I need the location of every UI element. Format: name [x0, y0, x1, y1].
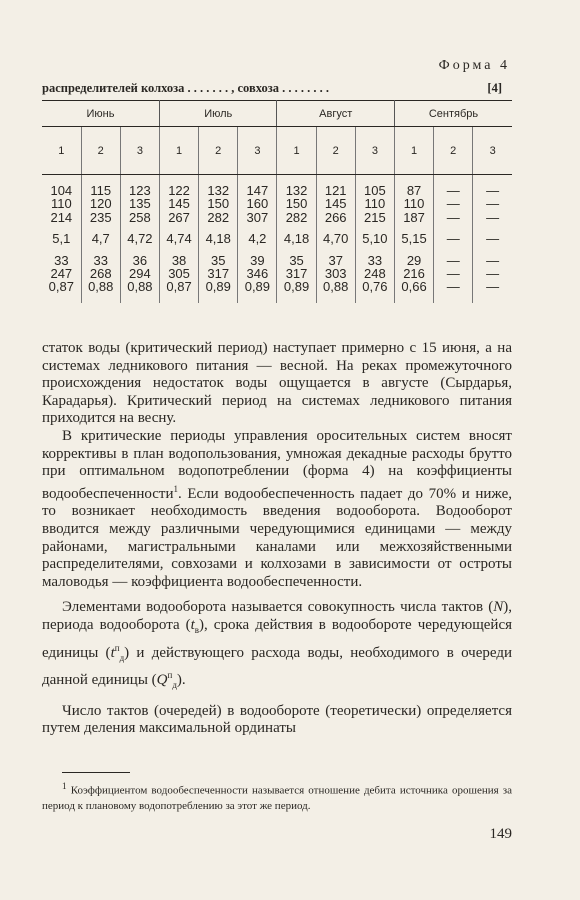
table-cell: 0,89 — [277, 280, 316, 293]
table-cell: 123 — [120, 184, 159, 197]
table-spacer-row — [42, 246, 512, 254]
table-cell: 307 — [238, 211, 277, 224]
table-cell: 346 — [238, 267, 277, 280]
table-cell: 214 — [42, 211, 81, 224]
table-cell: 235 — [81, 211, 120, 224]
month-header: Август — [277, 101, 395, 127]
table-cell: — — [434, 280, 473, 293]
table-cell: — — [486, 183, 500, 198]
decade-number: 1 — [394, 127, 433, 175]
table-cell: 135 — [120, 197, 159, 210]
table-row — [42, 211, 512, 224]
table-spacer-cell — [199, 294, 238, 303]
table-cell: 187 — [394, 211, 433, 224]
table-cell: 247 — [42, 267, 81, 280]
table-spacer-row — [42, 294, 512, 303]
table-cell: 0,88 — [81, 280, 120, 293]
table-row — [42, 254, 512, 267]
table-cell: 0,88 — [120, 280, 159, 293]
table-spacer-cell — [277, 294, 316, 303]
subtitle-text: распределителей колхоза . . . . . . . , совхоза . . . . . . . . — [42, 81, 330, 95]
table-cell: 305 — [159, 267, 198, 280]
paragraph: В критические периоды управления оросительных систем вносят коррективы в план водопользования, умножая декадные расходы брутто при оптимальном водопотреблении (форма 4) на коэффициенты водообеспеченности$^1$. Если водообеспеченность падает до 70% и ниже, то возникает необходимость введения водооборота. Водооборот вводится между различными чередующимися единицами — между районами, магистральными каналами или межхозяйственными распределителями, совхозами и колхозами в зависимости от остроты маловодья — коэффициента водообеспеченности. — [42, 427, 512, 590]
table-cell: 0,87 — [42, 280, 81, 293]
symbol: t — [190, 616, 195, 633]
table-body — [42, 175, 512, 303]
decade-header-row — [42, 127, 512, 175]
table-cell: 120 — [81, 197, 120, 210]
table-cell: 282 — [277, 211, 316, 224]
table-cell: — — [434, 232, 473, 245]
subtitle-reference: [4] — [487, 81, 502, 95]
table-cell: 115 — [81, 184, 120, 197]
table-spacer-cell — [355, 294, 394, 303]
table-row — [42, 197, 512, 210]
table-cell: — — [486, 209, 500, 225]
table-cell: — — [434, 267, 473, 280]
table-cell: 5,10 — [355, 232, 394, 245]
decade-number: 2 — [316, 127, 355, 175]
table-cell: 268 — [81, 267, 120, 280]
table-cell: 266 — [316, 211, 355, 224]
paragraph: статок воды (критический период) наступает примерно с 15 июня, а на системах ледникового питания — весной. На реках промежуточного происхождения недостаток воды ощущается в августе (Сырдарья, Карадарья). Критический период на системах ледникового питания приходится на весну. — [42, 340, 512, 427]
table-cell: 0,88 — [316, 280, 355, 293]
table-cell: 87 — [394, 184, 433, 197]
table-cell: 282 — [199, 211, 238, 224]
table-cell: 104 — [42, 184, 81, 197]
decade-number: 1 — [159, 127, 198, 175]
decade-number: 3 — [355, 127, 394, 175]
table-spacer-cell — [120, 294, 159, 303]
table-cell: 4,18 — [199, 232, 238, 245]
decade-number: 1 — [277, 127, 316, 175]
decade-number: 2 — [81, 127, 120, 175]
table-row — [42, 232, 512, 245]
table-subtitle — [42, 81, 502, 96]
table-cell: 4,2 — [238, 232, 277, 245]
table-cell: 0,89 — [238, 280, 277, 293]
table-spacer-cell — [42, 294, 81, 303]
table-cell: 0,89 — [199, 280, 238, 293]
table-cell: 132 — [277, 184, 316, 197]
table-cell: 248 — [355, 267, 394, 280]
body-text — [42, 340, 512, 738]
table-cell: 303 — [316, 267, 355, 280]
table-cell: 38 — [159, 254, 198, 267]
table-cell: — — [434, 254, 473, 267]
table-cell: 110 — [355, 197, 394, 210]
table-cell: 317 — [277, 267, 316, 280]
table-cell: — — [486, 231, 500, 247]
table-cell: 36 — [120, 254, 159, 267]
table-cell: 216 — [394, 267, 433, 280]
form-label: Форма 4 — [438, 58, 510, 73]
table-cell: 4,70 — [316, 232, 355, 245]
month-header: Июль — [159, 101, 276, 127]
table-spacer-cell — [434, 294, 473, 303]
table-spacer-cell — [159, 294, 198, 303]
table-row — [42, 184, 512, 197]
table-cell: — — [434, 184, 473, 197]
month-header: Июнь — [42, 101, 159, 127]
table-cell: 110 — [42, 197, 81, 210]
paragraph: Число тактов (очередей) в водообороте (теоретически) определяется путем деления максимальной ординаты — [42, 702, 512, 737]
table-cell: 0,66 — [394, 280, 433, 293]
table-cell: 35 — [199, 254, 238, 267]
decade-number: 3 — [473, 127, 512, 175]
table-cell: — — [486, 279, 500, 295]
decade-number: 3 — [238, 127, 277, 175]
table-spacer-cell — [473, 294, 512, 303]
table-row — [42, 280, 512, 293]
table-cell: 122 — [159, 184, 198, 197]
table-cell: 132 — [199, 184, 238, 197]
table-cell: 33 — [81, 254, 120, 267]
table-cell: — — [434, 211, 473, 224]
table-cell: 29 — [394, 254, 433, 267]
page-number: 149 — [489, 826, 512, 842]
symbol: Q — [156, 672, 168, 689]
table-spacer-cell — [81, 294, 120, 303]
table-cell: 160 — [238, 197, 277, 210]
footnote-reference: 1 — [173, 483, 178, 494]
table-cell: — — [486, 196, 500, 212]
table-cell: 33 — [42, 254, 81, 267]
symbol: t — [110, 644, 115, 661]
decade-number: 3 — [120, 127, 159, 175]
table-cell: 37 — [316, 254, 355, 267]
symbol: N — [493, 599, 504, 616]
table-cell: 39 — [238, 254, 277, 267]
month-header: Сентябрь — [394, 101, 512, 127]
table-spacer-cell — [316, 294, 355, 303]
table-cell: 150 — [277, 197, 316, 210]
decade-number: 1 — [42, 127, 81, 175]
table-cell: 4,18 — [277, 232, 316, 245]
table-cell: 145 — [159, 197, 198, 210]
table-cell: 33 — [355, 254, 394, 267]
table-cell: 145 — [316, 197, 355, 210]
decade-number: 2 — [199, 127, 238, 175]
table-cell: — — [486, 266, 500, 282]
table-cell: 4,72 — [120, 232, 159, 245]
table-row — [42, 267, 512, 280]
footnote: $^1$ Коэффициентом водообеспеченности называется отношение дебита источника орошения за период к плановому водопотреблению за этот же период. — [42, 781, 513, 812]
table-cell: 267 — [159, 211, 198, 224]
table-cell: 4,74 — [159, 232, 198, 245]
table-spacer-cell — [238, 294, 277, 303]
table-cell: 121 — [316, 184, 355, 197]
table-spacer-cell — [394, 294, 433, 303]
table-cell: 294 — [120, 267, 159, 280]
table-spacer-row — [42, 175, 512, 185]
footnote-divider — [62, 772, 130, 773]
table-cell: 35 — [277, 254, 316, 267]
table-cell: 150 — [199, 197, 238, 210]
month-header-row — [42, 101, 512, 127]
table-cell: 105 — [355, 184, 394, 197]
table-cell: 5,1 — [42, 232, 81, 245]
table-cell: — — [486, 252, 500, 268]
table-cell: 317 — [199, 267, 238, 280]
table-cell: 110 — [394, 197, 433, 210]
table-cell: 0,87 — [159, 280, 198, 293]
water-use-table — [42, 100, 512, 303]
table-cell: 5,15 — [394, 232, 433, 245]
table-cell: 0,76 — [355, 280, 394, 293]
decade-number: 2 — [434, 127, 473, 175]
table-cell: 215 — [355, 211, 394, 224]
paragraph: Элементами водооборота называется совокупность числа тактов (N), периода водооборота $(t_в)$, срока действия в водообороте чередующейся единицы $(t^п_д)$ и действующего расхода воды, необходимого в очереди данной единицы $(Q^п_д)$. — [42, 599, 512, 691]
footnote-mark: 1 — [62, 781, 67, 791]
table-cell: 4,7 — [81, 232, 120, 245]
table-cell: 147 — [238, 184, 277, 197]
table-cell: 258 — [120, 211, 159, 224]
table-spacer-row — [42, 224, 512, 232]
table-cell: — — [434, 197, 473, 210]
